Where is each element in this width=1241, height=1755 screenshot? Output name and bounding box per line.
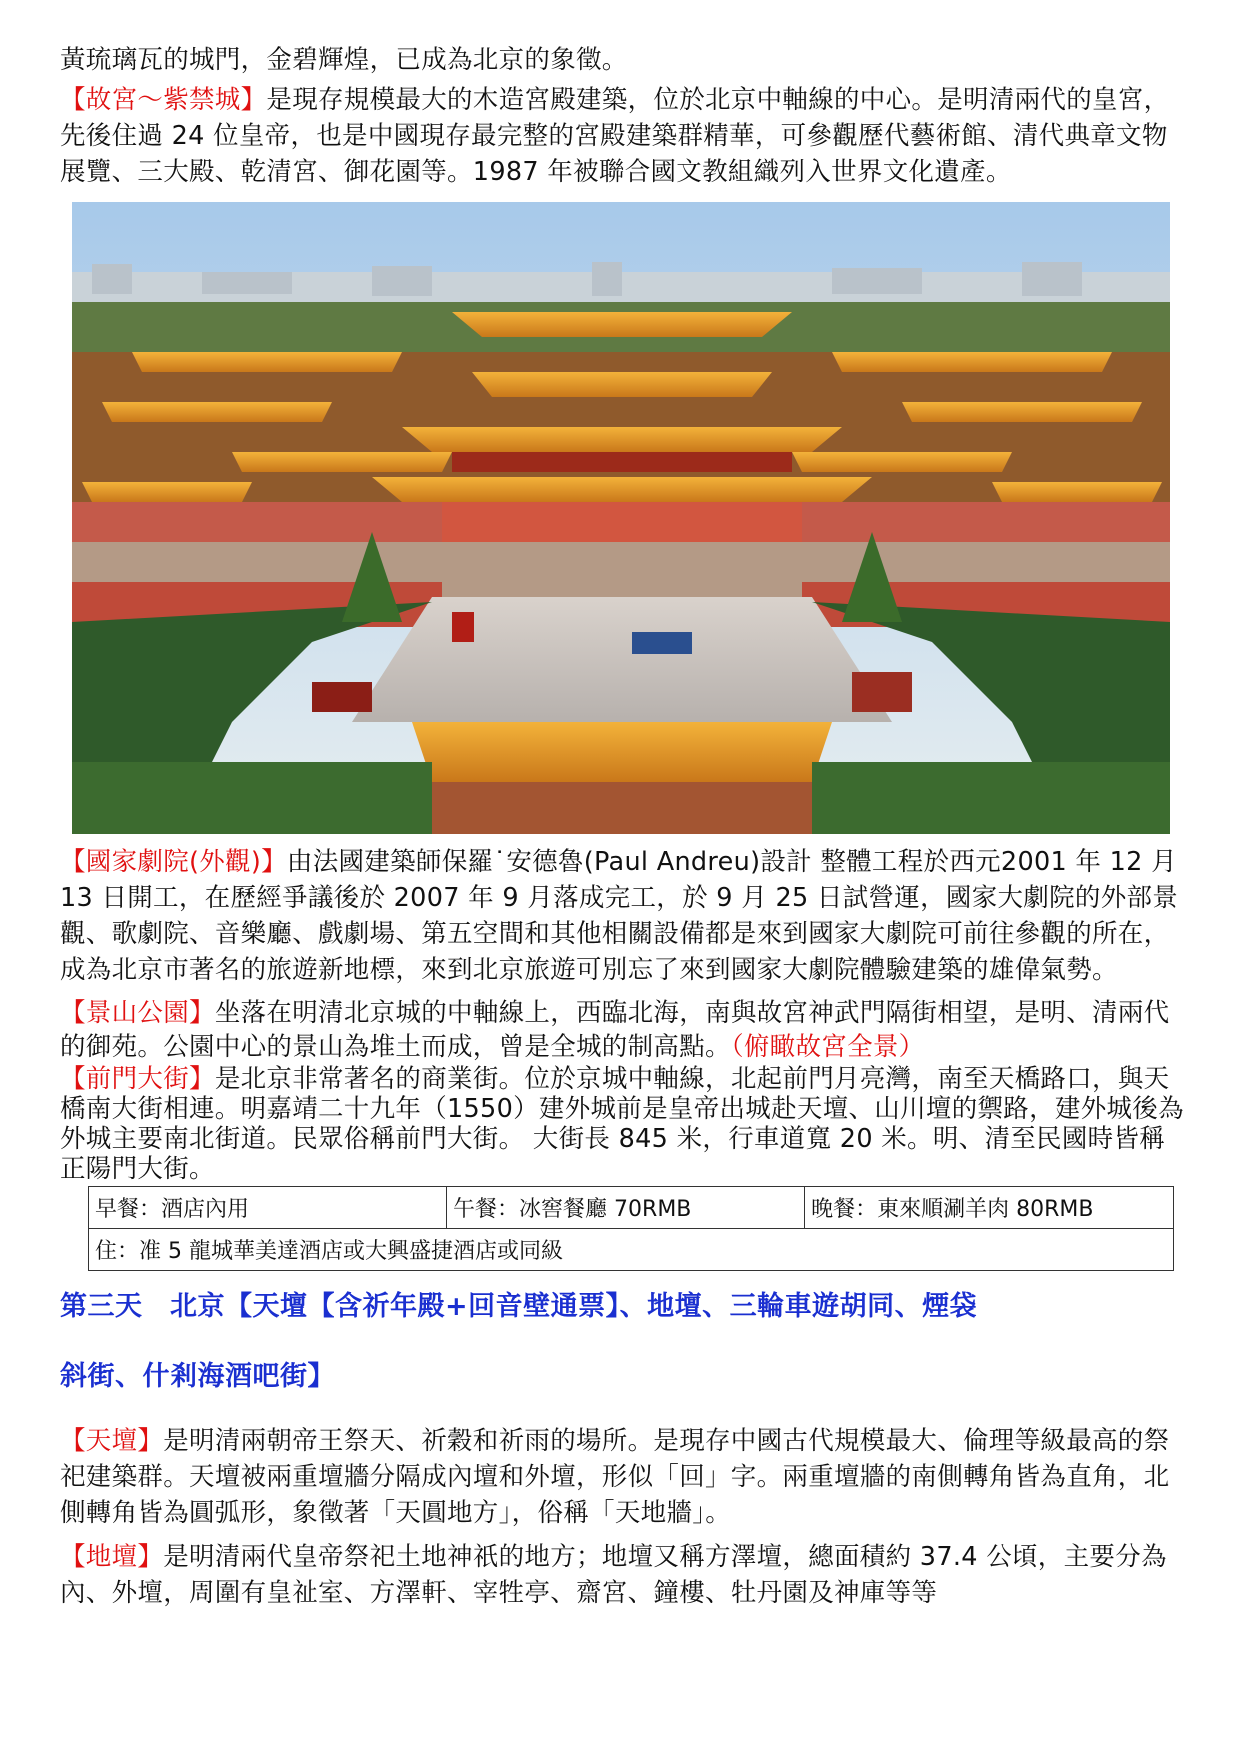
qianmen-title: 【前門大街】 xyxy=(60,1064,215,1094)
meals-table xyxy=(88,1186,1174,1271)
meals-row xyxy=(89,1187,1174,1229)
document-page xyxy=(60,0,1185,1611)
tiantan-text: 是明清兩朝帝王祭天、祈穀和祈雨的場所。是現存中國古代規模最大、倫理等級最高的祭祀建築群。天壇被兩重壇牆分隔成內壇和外壇，形似「回」字。兩重壇牆的南側轉角皆為直角，北側轉角皆為圓弧形，象徵著「天圓地方」，俗稱「天地牆」。 xyxy=(60,1426,1170,1528)
tiantan-title: 【天壇】 xyxy=(60,1426,164,1456)
lunch-cell: 午餐：冰窖餐廳 70RMB xyxy=(447,1187,805,1229)
day3-title-line2: 斜街、什剎海酒吧街】 xyxy=(60,1361,335,1392)
qianmen-text: 是北京非常著名的商業街。位於京城中軸線，北起前門月亮灣，南至天橋路口，與天橋南大街相連。明嘉靖二十九年（1550）建外城前是皇帝出城赴天壇、山川壇的禦路，建外城後為外城主要南北街道。民眾俗稱前門大街。 大街長 845 米，行車道寬 20 米。明、清至民國時皆稱正陽門大街。 xyxy=(60,1064,1184,1184)
forbidden-city-paragraph xyxy=(60,82,1185,190)
intro-line: 黃琉璃瓦的城門，金碧輝煌，已成為北京的象徵。 xyxy=(60,45,628,75)
forbidden-city-title: 【故宮～紫禁城】 xyxy=(60,85,267,115)
jingshan-paragraph xyxy=(60,996,1185,1064)
theatre-text: 由法國建築師保羅˙安德魯(Paul Andreu)設計 整體工程於西元2001 年 12 月 13 日開工，在歷經爭議後於 2007 年 9 月落成完工，於 9 月 25 日試營運，國家大劇院的外部景觀、歌劇院、音樂廳、戲劇場、第五空間和其他相關設備都是來到國家大劇院可前往參觀的所在，成為北京市著名的旅遊新地標，來到北京旅遊可別忘了來到國家大劇院體驗建築的雄偉氣勢。 xyxy=(60,847,1179,985)
forbidden-city-text: 是現存規模最大的木造宮殿建築，位於北京中軸線的中心。是明清兩代的皇宮，先後住過 24 位皇帝，也是中國現存最完整的宮殿建築群精華，可參觀歷代藝術館、清代典章文物展覽、三大殿、乾清宮、御花園等。1987 年被聯合國文教組織列入世界文化遺產。 xyxy=(60,85,1170,187)
jingshan-text: 坐落在明清北京城的中軸線上，西臨北海，南與故宮神武門隔街相望，是明、清兩代的御苑。公園中心的景山為堆土而成，曾是全城的制高點。 xyxy=(60,998,1170,1062)
dinner-cell: 晚餐：東來順涮羊肉 80RMB xyxy=(805,1187,1174,1229)
day3-title-line1: 第三天 北京【天壇【含祈年殿+回音壁通票】、地壇、三輪車遊胡同、煙袋 xyxy=(60,1291,978,1322)
hotel-cell: 住：准 5 龍城華美達酒店或大興盛捷酒店或同級 xyxy=(89,1229,1174,1271)
qianmen-paragraph xyxy=(60,1064,1185,1184)
breakfast-cell: 早餐：酒店內用 xyxy=(89,1187,447,1229)
jingshan-note: （俯瞰故宮全景） xyxy=(730,1032,925,1062)
ditan-text: 是明清兩代皇帝祭祀土地神祇的地方；地壇又稱方澤壇，總面積約 37.4 公頃，主要分為內、外壇，周圍有皇祉室、方澤軒、宰牲亭、齋宮、鐘樓、牡丹園及神庫等等 xyxy=(60,1542,1167,1608)
hotel-row xyxy=(89,1229,1174,1271)
tiantan-paragraph xyxy=(60,1423,1185,1531)
forbidden-city-photo xyxy=(72,202,1170,834)
jingshan-title: 【景山公園】 xyxy=(60,998,215,1028)
theatre-title: 【國家劇院(外觀)】 xyxy=(60,847,287,877)
ditan-paragraph xyxy=(60,1539,1185,1611)
ditan-title: 【地壇】 xyxy=(60,1542,164,1572)
theatre-paragraph xyxy=(60,844,1185,988)
